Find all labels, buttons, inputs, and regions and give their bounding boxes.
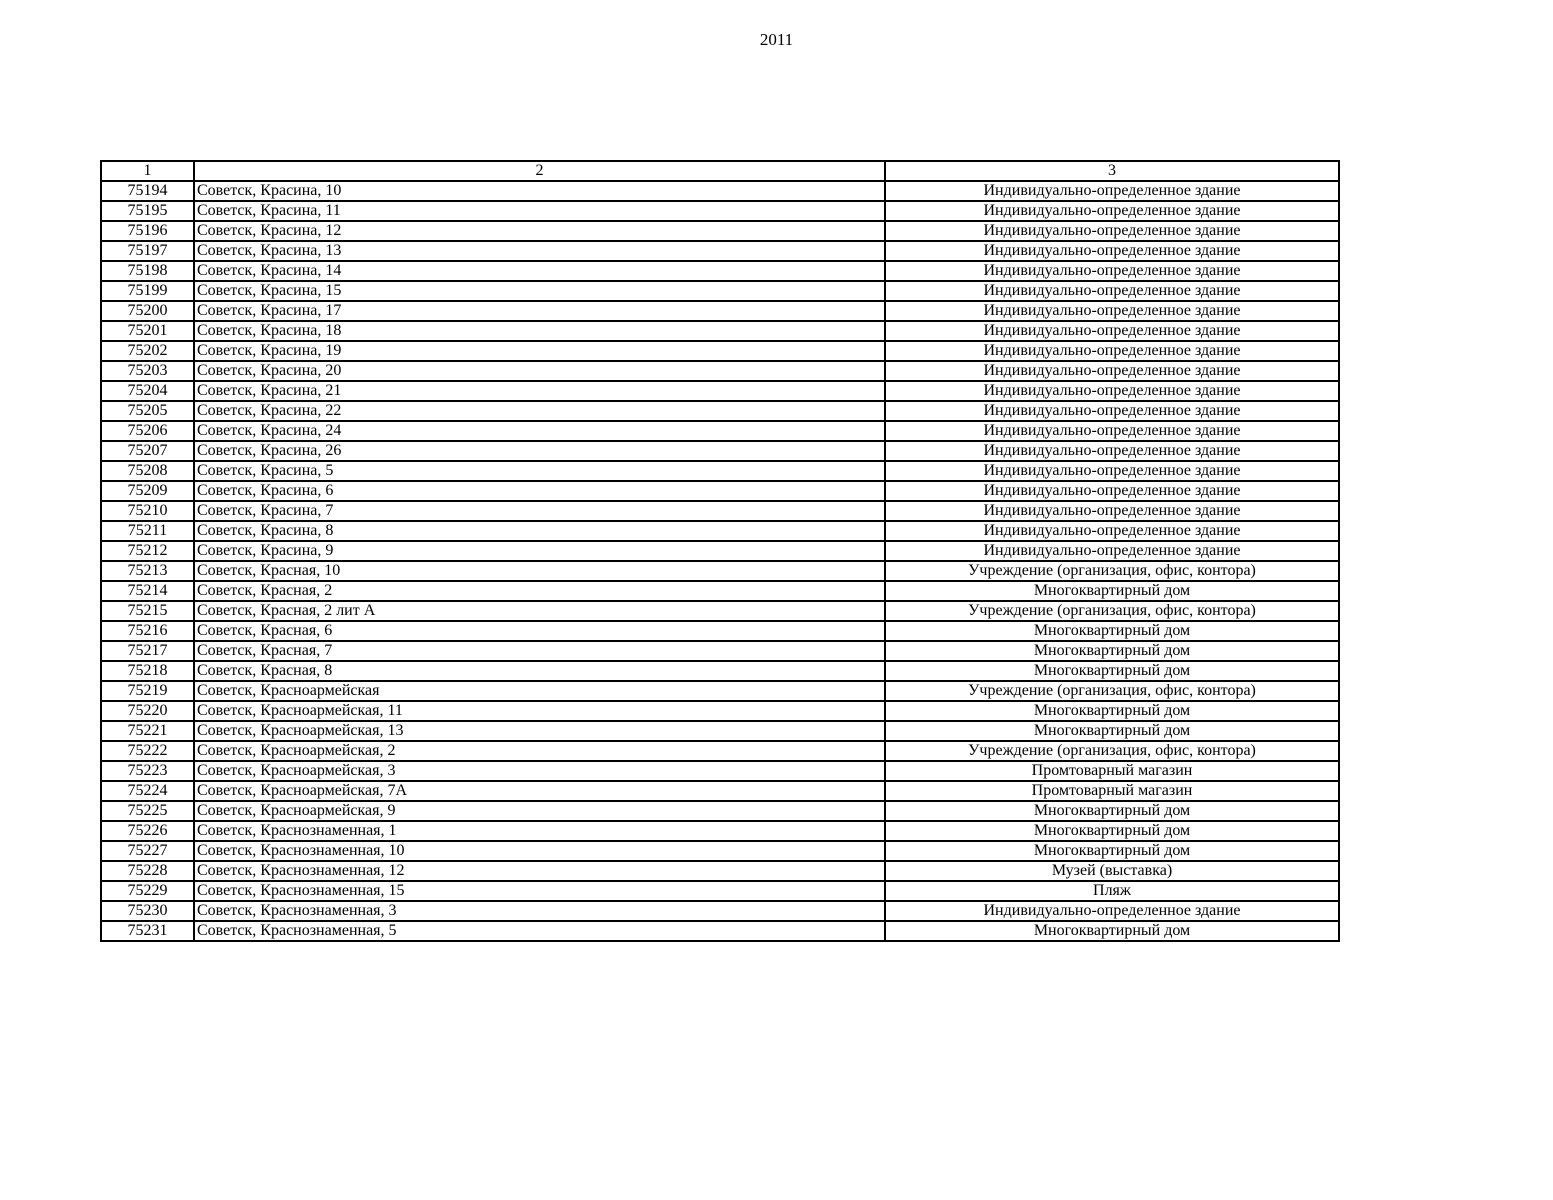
row-type-cell: Многоквартирный дом bbox=[885, 661, 1339, 681]
row-address-cell: Советск, Краснознаменная, 10 bbox=[194, 841, 885, 861]
table-row bbox=[101, 581, 1339, 601]
row-address-cell: Советск, Краснознаменная, 5 bbox=[194, 921, 885, 941]
row-type-cell: Многоквартирный дом bbox=[885, 721, 1339, 741]
row-type-cell: Индивидуально-определенное здание bbox=[885, 901, 1339, 921]
table-row bbox=[101, 661, 1339, 681]
table-row bbox=[101, 881, 1339, 901]
table-row bbox=[101, 441, 1339, 461]
row-type-cell: Индивидуально-определенное здание bbox=[885, 261, 1339, 281]
row-id-cell: 75203 bbox=[101, 361, 194, 381]
row-address-cell: Советск, Красная, 7 bbox=[194, 641, 885, 661]
row-type-cell: Индивидуально-определенное здание bbox=[885, 361, 1339, 381]
row-type-cell: Индивидуально-определенное здание bbox=[885, 241, 1339, 261]
row-address-cell: Советск, Краснознаменная, 12 bbox=[194, 861, 885, 881]
row-address-cell: Советск, Красина, 17 bbox=[194, 301, 885, 321]
table-row bbox=[101, 701, 1339, 721]
row-type-cell: Учреждение (организация, офис, контора) bbox=[885, 741, 1339, 761]
row-type-cell: Учреждение (организация, офис, контора) bbox=[885, 601, 1339, 621]
table-row bbox=[101, 721, 1339, 741]
row-address-cell: Советск, Красноармейская, 13 bbox=[194, 721, 885, 741]
row-address-cell: Советск, Красная, 6 bbox=[194, 621, 885, 641]
row-address-cell: Советск, Красина, 18 bbox=[194, 321, 885, 341]
table-body bbox=[101, 181, 1339, 941]
row-type-cell: Промтоварный магазин bbox=[885, 761, 1339, 781]
table-row bbox=[101, 421, 1339, 441]
table-row bbox=[101, 681, 1339, 701]
row-id-cell: 75210 bbox=[101, 501, 194, 521]
row-id-cell: 75220 bbox=[101, 701, 194, 721]
row-id-cell: 75194 bbox=[101, 181, 194, 201]
row-type-cell: Музей (выставка) bbox=[885, 861, 1339, 881]
row-type-cell: Многоквартирный дом bbox=[885, 801, 1339, 821]
table-row bbox=[101, 501, 1339, 521]
row-type-cell: Многоквартирный дом bbox=[885, 701, 1339, 721]
row-id-cell: 75202 bbox=[101, 341, 194, 361]
row-id-cell: 75223 bbox=[101, 761, 194, 781]
column-header-2: 2 bbox=[194, 161, 885, 181]
table-row bbox=[101, 601, 1339, 621]
row-address-cell: Советск, Красина, 19 bbox=[194, 341, 885, 361]
table-row bbox=[101, 641, 1339, 661]
row-address-cell: Советск, Краснознаменная, 3 bbox=[194, 901, 885, 921]
table-header-row bbox=[101, 161, 1339, 181]
table-row bbox=[101, 921, 1339, 941]
row-address-cell: Советск, Красноармейская bbox=[194, 681, 885, 701]
row-type-cell: Индивидуально-определенное здание bbox=[885, 521, 1339, 541]
row-id-cell: 75201 bbox=[101, 321, 194, 341]
row-address-cell: Советск, Красная, 10 bbox=[194, 561, 885, 581]
table-row bbox=[101, 281, 1339, 301]
row-type-cell: Индивидуально-определенное здание bbox=[885, 441, 1339, 461]
data-table bbox=[100, 160, 1340, 942]
row-type-cell: Индивидуально-определенное здание bbox=[885, 421, 1339, 441]
row-address-cell: Советск, Красина, 14 bbox=[194, 261, 885, 281]
row-address-cell: Советск, Красина, 20 bbox=[194, 361, 885, 381]
table-row bbox=[101, 801, 1339, 821]
row-id-cell: 75199 bbox=[101, 281, 194, 301]
row-id-cell: 75207 bbox=[101, 441, 194, 461]
row-id-cell: 75231 bbox=[101, 921, 194, 941]
row-type-cell: Многоквартирный дом bbox=[885, 581, 1339, 601]
row-address-cell: Советск, Красина, 7 bbox=[194, 501, 885, 521]
row-id-cell: 75216 bbox=[101, 621, 194, 641]
table-row bbox=[101, 521, 1339, 541]
row-id-cell: 75222 bbox=[101, 741, 194, 761]
row-type-cell: Многоквартирный дом bbox=[885, 641, 1339, 661]
row-address-cell: Советск, Красноармейская, 7А bbox=[194, 781, 885, 801]
row-address-cell: Советск, Красноармейская, 2 bbox=[194, 741, 885, 761]
table-row bbox=[101, 401, 1339, 421]
row-type-cell: Индивидуально-определенное здание bbox=[885, 401, 1339, 421]
row-address-cell: Советск, Красина, 8 bbox=[194, 521, 885, 541]
row-address-cell: Советск, Красина, 9 bbox=[194, 541, 885, 561]
row-type-cell: Многоквартирный дом bbox=[885, 921, 1339, 941]
table-row bbox=[101, 461, 1339, 481]
table-row bbox=[101, 261, 1339, 281]
table-row bbox=[101, 181, 1339, 201]
table-row bbox=[101, 201, 1339, 221]
row-type-cell: Индивидуально-определенное здание bbox=[885, 181, 1339, 201]
row-id-cell: 75227 bbox=[101, 841, 194, 861]
row-address-cell: Советск, Краснознаменная, 15 bbox=[194, 881, 885, 901]
row-type-cell: Индивидуально-определенное здание bbox=[885, 281, 1339, 301]
row-type-cell: Пляж bbox=[885, 881, 1339, 901]
row-id-cell: 75196 bbox=[101, 221, 194, 241]
row-address-cell: Советск, Красина, 5 bbox=[194, 461, 885, 481]
row-address-cell: Советск, Красная, 2 bbox=[194, 581, 885, 601]
row-type-cell: Индивидуально-определенное здание bbox=[885, 301, 1339, 321]
table-row bbox=[101, 361, 1339, 381]
row-address-cell: Советск, Красина, 10 bbox=[194, 181, 885, 201]
row-address-cell: Советск, Краснознаменная, 1 bbox=[194, 821, 885, 841]
table-row bbox=[101, 621, 1339, 641]
row-id-cell: 75228 bbox=[101, 861, 194, 881]
row-type-cell: Многоквартирный дом bbox=[885, 841, 1339, 861]
table-row bbox=[101, 821, 1339, 841]
row-address-cell: Советск, Красноармейская, 3 bbox=[194, 761, 885, 781]
row-id-cell: 75229 bbox=[101, 881, 194, 901]
table-row bbox=[101, 481, 1339, 501]
row-id-cell: 75213 bbox=[101, 561, 194, 581]
row-address-cell: Советск, Красина, 11 bbox=[194, 201, 885, 221]
row-id-cell: 75221 bbox=[101, 721, 194, 741]
row-id-cell: 75230 bbox=[101, 901, 194, 921]
row-id-cell: 75225 bbox=[101, 801, 194, 821]
row-id-cell: 75198 bbox=[101, 261, 194, 281]
row-type-cell: Многоквартирный дом bbox=[885, 621, 1339, 641]
row-type-cell: Промтоварный магазин bbox=[885, 781, 1339, 801]
row-type-cell: Многоквартирный дом bbox=[885, 821, 1339, 841]
row-id-cell: 75208 bbox=[101, 461, 194, 481]
table-row bbox=[101, 741, 1339, 761]
row-type-cell: Индивидуально-определенное здание bbox=[885, 481, 1339, 501]
table-row bbox=[101, 321, 1339, 341]
row-address-cell: Советск, Красина, 13 bbox=[194, 241, 885, 261]
row-id-cell: 75226 bbox=[101, 821, 194, 841]
row-type-cell: Индивидуально-определенное здание bbox=[885, 341, 1339, 361]
row-id-cell: 75217 bbox=[101, 641, 194, 661]
column-header-3: 3 bbox=[885, 161, 1339, 181]
row-address-cell: Советск, Красина, 15 bbox=[194, 281, 885, 301]
table-row bbox=[101, 561, 1339, 581]
row-address-cell: Советск, Красина, 21 bbox=[194, 381, 885, 401]
row-id-cell: 75205 bbox=[101, 401, 194, 421]
row-address-cell: Советск, Красная, 8 bbox=[194, 661, 885, 681]
row-address-cell: Советск, Красноармейская, 11 bbox=[194, 701, 885, 721]
row-id-cell: 75211 bbox=[101, 521, 194, 541]
row-type-cell: Индивидуально-определенное здание bbox=[885, 201, 1339, 221]
row-address-cell: Советск, Красная, 2 лит А bbox=[194, 601, 885, 621]
row-type-cell: Учреждение (организация, офис, контора) bbox=[885, 561, 1339, 581]
row-type-cell: Индивидуально-определенное здание bbox=[885, 221, 1339, 241]
row-type-cell: Индивидуально-определенное здание bbox=[885, 461, 1339, 481]
row-id-cell: 75209 bbox=[101, 481, 194, 501]
table-row bbox=[101, 781, 1339, 801]
row-id-cell: 75214 bbox=[101, 581, 194, 601]
row-id-cell: 75206 bbox=[101, 421, 194, 441]
row-id-cell: 75224 bbox=[101, 781, 194, 801]
row-id-cell: 75219 bbox=[101, 681, 194, 701]
row-id-cell: 75197 bbox=[101, 241, 194, 261]
table-row bbox=[101, 761, 1339, 781]
row-type-cell: Учреждение (организация, офис, контора) bbox=[885, 681, 1339, 701]
table-row bbox=[101, 901, 1339, 921]
table-row bbox=[101, 241, 1339, 261]
row-type-cell: Индивидуально-определенное здание bbox=[885, 541, 1339, 561]
table-row bbox=[101, 301, 1339, 321]
table-row bbox=[101, 861, 1339, 881]
row-id-cell: 75215 bbox=[101, 601, 194, 621]
page-number: 2011 bbox=[759, 30, 794, 49]
table-row bbox=[101, 381, 1339, 401]
table-row bbox=[101, 541, 1339, 561]
row-id-cell: 75200 bbox=[101, 301, 194, 321]
row-id-cell: 75195 bbox=[101, 201, 194, 221]
row-id-cell: 75212 bbox=[101, 541, 194, 561]
table-row bbox=[101, 341, 1339, 361]
row-address-cell: Советск, Красина, 6 bbox=[194, 481, 885, 501]
table-row bbox=[101, 221, 1339, 241]
row-address-cell: Советск, Красина, 24 bbox=[194, 421, 885, 441]
row-id-cell: 75218 bbox=[101, 661, 194, 681]
row-address-cell: Советск, Красина, 22 bbox=[194, 401, 885, 421]
row-address-cell: Советск, Красина, 26 bbox=[194, 441, 885, 461]
table-row bbox=[101, 841, 1339, 861]
row-type-cell: Индивидуально-определенное здание bbox=[885, 321, 1339, 341]
row-address-cell: Советск, Красноармейская, 9 bbox=[194, 801, 885, 821]
row-address-cell: Советск, Красина, 12 bbox=[194, 221, 885, 241]
column-header-1: 1 bbox=[101, 161, 194, 181]
row-id-cell: 75204 bbox=[101, 381, 194, 401]
row-type-cell: Индивидуально-определенное здание bbox=[885, 381, 1339, 401]
row-type-cell: Индивидуально-определенное здание bbox=[885, 501, 1339, 521]
